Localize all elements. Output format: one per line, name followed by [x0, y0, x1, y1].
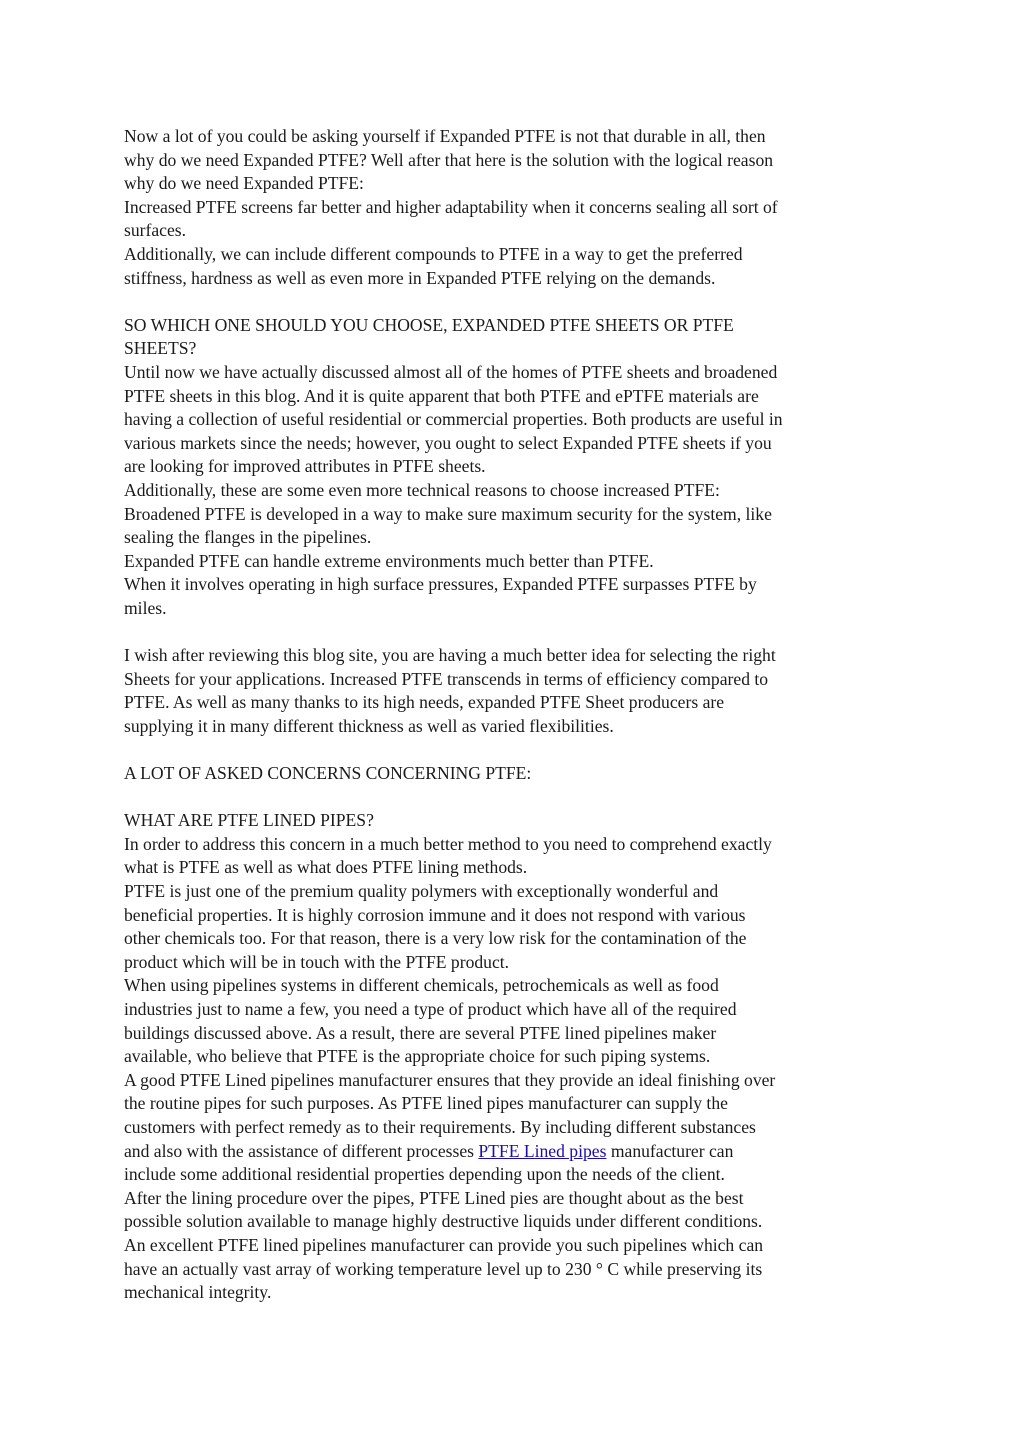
- text-line: Additionally, we can include different compounds to PTFE in a way to get the preferred: [124, 243, 743, 264]
- text-line: Additionally, these are some even more technical reasons to choose increased PTFE:: [124, 479, 720, 500]
- link-line-suffix: manufacturer can: [606, 1140, 734, 1161]
- text-line: In order to address this concern in a much better method to you need to comprehend exactly: [124, 833, 772, 854]
- paragraph-intro: [124, 125, 914, 290]
- text-line: stiffness, hardness as well as even more in Expanded PTFE relying on the demands.: [124, 267, 716, 288]
- text-line: are looking for improved attributes in PTFE sheets.: [124, 456, 486, 477]
- text-line: various markets since the needs; however, you ought to select Expanded PTFE sheets if you: [124, 432, 772, 453]
- text-line: having a collection of useful residential or commercial properties. Both products are useful in: [124, 409, 783, 430]
- text-line: possible solution available to manage highly destructive liquids under different conditions.: [124, 1211, 763, 1232]
- text-line: the routine pipes for such purposes. As PTFE lined pipes manufacturer can supply the: [124, 1093, 728, 1114]
- text-line: Now a lot of you could be asking yourself if Expanded PTFE is not that durable in all, then: [124, 126, 766, 146]
- text-line: buildings discussed above. As a result, there are several PTFE lined pipelines maker: [124, 1022, 717, 1043]
- section-heading: SHEETS?: [124, 338, 197, 359]
- text-line: supplying it in many different thickness as well as varied flexibilities.: [124, 715, 614, 736]
- text-line: why do we need Expanded PTFE:: [124, 173, 364, 194]
- text-line: When it involves operating in high surface pressures, Expanded PTFE surpasses PTFE by: [124, 574, 757, 595]
- text-line: have an actually vast array of working temperature level up to 230 ° C while preserving its: [124, 1258, 763, 1279]
- text-line: Broadened PTFE is developed in a way to make sure maximum security for the system, like: [124, 503, 772, 524]
- text-line: When using pipelines systems in different chemicals, petrochemicals as well as food: [124, 975, 719, 996]
- text-line: why do we need Expanded PTFE? Well after that here is the solution with the logical reason: [124, 149, 774, 170]
- paragraph-choose: [124, 314, 914, 621]
- text-line: Increased PTFE screens far better and higher adaptability when it concerns sealing all sort of: [124, 196, 778, 217]
- text-line: miles.: [124, 597, 167, 618]
- text-line: industries just to name a few, you need a type of product which have all of the required: [124, 998, 737, 1019]
- paragraph-faq-heading: [124, 762, 914, 786]
- paragraph-gap: [124, 786, 914, 810]
- paragraph-gap: [124, 620, 914, 644]
- text-line: what is PTFE as well as what does PTFE lining methods.: [124, 857, 528, 878]
- text-line: PTFE sheets in this blog. And it is quite apparent that both PTFE and ePTFE materials are: [124, 385, 759, 406]
- text-line: After the lining procedure over the pipes, PTFE Lined pies are thought about as the best: [124, 1187, 744, 1208]
- text-line: include some additional residential properties depending upon the needs of the client.: [124, 1164, 725, 1185]
- text-line: Sheets for your applications. Increased PTFE transcends in terms of efficiency compared to: [124, 668, 769, 689]
- text-line: other chemicals too. For that reason, there is a very low risk for the contamination of the: [124, 928, 747, 949]
- paragraph-conclusion: [124, 644, 914, 738]
- text-line: An excellent PTFE lined pipelines manufacturer can provide you such pipelines which can: [124, 1234, 764, 1255]
- paragraph-gap: [124, 290, 914, 314]
- text-line: A good PTFE Lined pipelines manufacturer ensures that they provide an ideal finishing over: [124, 1069, 776, 1090]
- link-line-prefix: and also with the assistance of different processes: [124, 1140, 479, 1161]
- text-line: PTFE. As well as many thanks to its high needs, expanded PTFE Sheet producers are: [124, 692, 725, 713]
- text-line: mechanical integrity.: [124, 1282, 272, 1303]
- text-line: product which will be in touch with the PTFE product.: [124, 951, 510, 972]
- text-line: available, who believe that PTFE is the appropriate choice for such piping systems.: [124, 1046, 711, 1067]
- text-line: surfaces.: [124, 220, 187, 241]
- paragraph-gap: [124, 738, 914, 762]
- section-heading: SO WHICH ONE SHOULD YOU CHOOSE, EXPANDED PTFE SHEETS OR PTFE: [124, 314, 734, 335]
- text-line: beneficial properties. It is highly corrosion immune and it does not respond with various: [124, 904, 746, 925]
- section-heading: WHAT ARE PTFE LINED PIPES?: [124, 810, 374, 831]
- paragraph-lined-pipes: [124, 809, 914, 1304]
- document-body: [124, 125, 914, 1305]
- text-line-with-link: [124, 1140, 914, 1164]
- ptfe-lined-pipes-link[interactable]: PTFE Lined pipes: [478, 1140, 607, 1161]
- text-line: sealing the flanges in the pipelines.: [124, 527, 372, 548]
- text-line: Until now we have actually discussed almost all of the homes of PTFE sheets and broadened: [124, 361, 778, 382]
- text-line: PTFE is just one of the premium quality polymers with exceptionally wonderful and: [124, 881, 719, 901]
- section-heading: A LOT OF ASKED CONCERNS CONCERNING PTFE:: [124, 763, 532, 784]
- text-line: Expanded PTFE can handle extreme environments much better than PTFE.: [124, 550, 654, 571]
- text-line: I wish after reviewing this blog site, you are having a much better idea for selecting the right: [124, 645, 776, 666]
- text-line: customers with perfect remedy as to their requirements. By including different substances: [124, 1116, 756, 1137]
